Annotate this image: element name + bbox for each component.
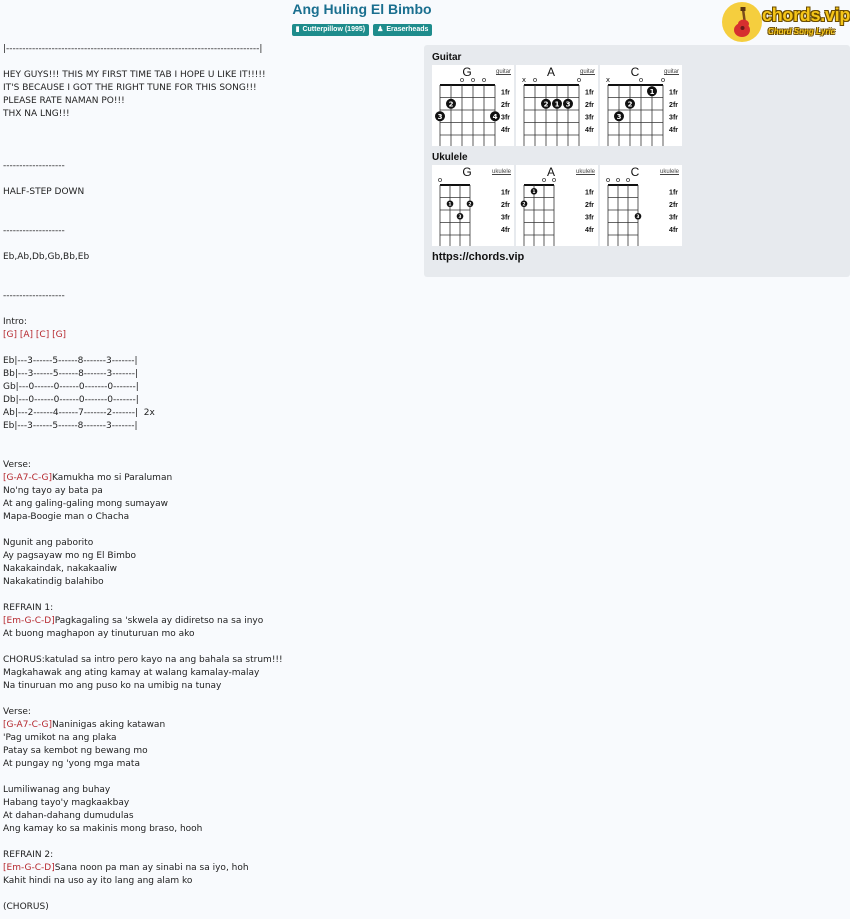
lyric-text: Kahit hindi na uso ay ito lang ang alam ko (3, 876, 193, 886)
logo-text: chords.vip (762, 5, 850, 25)
chord-diagrams-panel (424, 45, 850, 277)
fret-label: 1fr (585, 89, 594, 97)
chord-name: G (462, 165, 472, 179)
lyric-text: IT'S BECAUSE I GOT THE RIGHT TUNE FOR THIS SONG!!! (3, 83, 257, 93)
lyric-line (3, 888, 283, 901)
fret-label: 2fr (669, 102, 678, 109)
fret-label: 2fr (585, 202, 594, 209)
fret-label: 4fr (585, 127, 594, 134)
lyric-text: No'ng tayo ay bata pa (3, 486, 103, 496)
lyric-line (3, 875, 283, 888)
lyric-line (3, 342, 283, 355)
person-icon: ♟ (377, 26, 384, 33)
lyric-line (3, 524, 283, 537)
lyric-text: Ngunit ang paborito (3, 538, 94, 548)
site-link[interactable]: https://chords.vip (432, 251, 525, 263)
lyric-line (3, 459, 283, 472)
album-icon: ▮ (295, 26, 300, 33)
lyric-text: THX NA LNG!!! (3, 109, 70, 119)
open-string-mark: o (481, 76, 487, 84)
ukulele-link[interactable]: ukulele (575, 169, 595, 175)
fret-label: 4fr (585, 227, 594, 234)
fret-label: 2fr (501, 202, 510, 209)
lyric-text: 'Pag umikot na ang plaka (3, 733, 117, 743)
fret-label: 4fr (669, 227, 678, 234)
lyric-line (3, 446, 283, 459)
lyric-text: CHORUS:katulad sa intro pero kayo na ang bahala sa strum!!! (3, 655, 283, 665)
guitar-chord-G[interactable] (432, 65, 514, 146)
lyric-line (3, 849, 283, 862)
chord-name: C (630, 65, 640, 79)
lyric-line (3, 264, 283, 277)
fret-label: 2fr (585, 102, 594, 109)
lyric-line (3, 576, 283, 589)
ukulele-link[interactable]: ukulele (491, 169, 511, 175)
finger-number: 3 (616, 112, 622, 121)
lyric-line (3, 498, 283, 511)
chord-diagram (432, 165, 514, 246)
lyric-text: Patay sa kembot ng bewang mo (3, 746, 148, 756)
guitar-heading: Guitar (432, 52, 462, 63)
lyric-line (3, 277, 283, 290)
lyric-line (3, 901, 283, 914)
chord-diagram (600, 165, 682, 246)
fret-label: 4fr (669, 127, 678, 134)
lyric-line (3, 251, 283, 264)
muted-string-mark: x (521, 76, 527, 84)
finger-number: 4 (492, 112, 498, 121)
ukulele-chord-G[interactable] (432, 165, 514, 246)
inline-chord[interactable]: [G] [A] [C] [G] (3, 330, 67, 340)
lyric-text: REFRAIN 2: (3, 850, 54, 860)
lyric-line (3, 147, 283, 160)
lyric-line (3, 303, 283, 316)
lyric-text: At dahan-dahang dumudulas (3, 811, 134, 821)
logo-subtext: Chord Song Lyric (768, 27, 836, 36)
open-string-mark: o (541, 176, 547, 184)
lyric-line (3, 329, 283, 342)
lyric-line (3, 420, 283, 433)
chord-name: A (546, 65, 555, 79)
lyric-text: PLEASE RATE NAMAN PO!!! (3, 96, 125, 106)
lyric-line (3, 173, 283, 186)
ukulele-link[interactable]: ukulele (659, 169, 679, 175)
lyric-line (3, 381, 283, 394)
lyric-text: HEY GUYS!!! THIS MY FIRST TIME TAB I HOPE U LIKE IT!!!!! (3, 70, 266, 80)
lyric-line (3, 862, 283, 875)
finger-number: 1 (448, 202, 452, 208)
lyric-text: REFRAIN 1: (3, 603, 54, 613)
lyric-line (3, 394, 283, 407)
lyric-line (3, 732, 283, 745)
lyric-line (3, 433, 283, 446)
lyric-line (3, 784, 283, 797)
guitar-chord-C[interactable] (600, 65, 682, 146)
lyric-line (3, 511, 283, 524)
fret-label: 4fr (501, 127, 510, 134)
fret-label: 1fr (501, 89, 510, 97)
lyric-line (3, 108, 283, 121)
chord-diagram (432, 65, 514, 146)
lyric-text: Ay pagsayaw mo ng El Bimbo (3, 551, 137, 561)
lyric-text: |------------------------------------------------------------------------------| (3, 44, 263, 54)
lyric-line (3, 641, 283, 654)
finger-number: 3 (565, 100, 571, 109)
lyric-line (3, 550, 283, 563)
finger-number: 2 (543, 100, 549, 109)
album-tag[interactable] (292, 24, 369, 36)
page-title: Ang Huling El Bimbo (292, 1, 432, 17)
fret-label: 3fr (501, 114, 510, 122)
lyric-text: Sana noon pa man ay sinabi na sa iyo, hoh (54, 863, 249, 873)
finger-number: 2 (522, 202, 526, 208)
lyric-line (3, 719, 283, 732)
lyric-line (3, 602, 283, 615)
lyric-text: ------------------- (3, 226, 65, 236)
lyric-line (3, 693, 283, 706)
lyric-line (3, 355, 283, 368)
open-string-mark: o (459, 76, 465, 84)
lyric-text: Na tinuruan mo ang puso ko na umibig na tunay (3, 681, 222, 691)
album-tag-label: Cutterpillow (1995) (302, 26, 366, 33)
lyric-text: Verse: (3, 707, 31, 717)
lyric-line (3, 836, 283, 849)
guitar-link[interactable]: guitar (579, 69, 595, 75)
inline-chord[interactable]: [Em-G-C-D] (3, 616, 55, 626)
lyric-line (3, 368, 283, 381)
artist-tag[interactable] (373, 24, 432, 36)
lyric-line (3, 407, 283, 420)
chord-name: C (630, 165, 640, 179)
lyric-text: ------------------- (3, 291, 65, 301)
open-string-mark: o (605, 176, 611, 184)
open-string-mark: o (551, 176, 557, 184)
lyric-text: Bb|---3------5------8-------3-------| (3, 369, 139, 379)
lyric-line (3, 186, 283, 199)
ukulele-chord-C[interactable] (600, 165, 682, 246)
lyric-text: ------------------- (3, 161, 65, 171)
lyric-line (3, 56, 283, 69)
lyric-line (3, 745, 283, 758)
ukulele-heading: Ukulele (432, 152, 468, 163)
open-string-mark: o (576, 76, 582, 84)
fret-label: 3fr (501, 214, 510, 222)
guitar-link[interactable]: guitar (663, 69, 679, 75)
open-string-mark: o (437, 176, 443, 184)
lyric-line (3, 654, 283, 667)
lyric-line (3, 43, 283, 56)
fret-label: 3fr (669, 114, 678, 122)
lyric-line (3, 615, 283, 628)
lyric-text: Eb|---3------5------8-------3-------| (3, 421, 138, 431)
inline-chord[interactable]: [Em-G-C-D] (3, 863, 55, 873)
finger-number: 3 (636, 214, 640, 220)
inline-chord[interactable]: [G-A7-C-G] (3, 720, 53, 730)
lyric-line (3, 160, 283, 173)
fret-label: 2fr (501, 102, 510, 109)
lyric-text: Eb|---3------5------8-------3-------| (3, 356, 138, 366)
lyric-line (3, 199, 283, 212)
lyric-text: Magkahawak ang ating kamay at walang kamalay-malay (3, 668, 260, 678)
lyric-line (3, 680, 283, 693)
lyric-line (3, 121, 283, 134)
fret-label: 1fr (585, 189, 594, 197)
chord-diagram (516, 165, 598, 246)
artist-tag-label: Eraserheads (386, 26, 429, 33)
lyrics-body (3, 43, 283, 914)
open-string-mark: o (470, 76, 476, 84)
lyric-text: (CHORUS) (3, 902, 49, 912)
finger-number: 3 (437, 112, 443, 121)
lyric-text: HALF-STEP DOWN (3, 187, 85, 197)
lyric-line (3, 290, 283, 303)
lyric-line (3, 472, 283, 485)
inline-chord[interactable]: [G-A7-C-G] (3, 473, 53, 483)
finger-number: 1 (532, 189, 536, 195)
lyric-line (3, 225, 283, 238)
lyric-line (3, 69, 283, 82)
finger-number: 3 (458, 214, 462, 220)
lyric-text: Verse: (3, 460, 31, 470)
lyric-line (3, 706, 283, 719)
lyric-text: Mapa-Boogie man o Chacha (3, 512, 130, 522)
lyric-line (3, 134, 283, 147)
lyric-text: At pungay ng 'yong mga mata (3, 759, 140, 769)
lyric-line (3, 771, 283, 784)
finger-number: 2 (448, 100, 454, 109)
finger-number: 2 (627, 100, 633, 109)
lyric-line (3, 810, 283, 823)
lyric-line (3, 95, 283, 108)
finger-number: 1 (649, 87, 655, 96)
lyric-text: Db|---0------0------0-------0-------| (3, 395, 139, 405)
open-string-mark: o (660, 76, 666, 84)
lyric-text: Ab|---2------4------7-------2-------| 2x (3, 408, 155, 418)
fret-label: 3fr (585, 114, 594, 122)
lyric-line (3, 758, 283, 771)
lyric-text: At buong maghapon ay tinuturuan mo ako (3, 629, 195, 639)
site-logo[interactable] (722, 1, 848, 43)
lyric-text: Eb,Ab,Db,Gb,Bb,Eb (3, 252, 90, 262)
lyric-line (3, 212, 283, 225)
fret-label: 2fr (669, 202, 678, 209)
fret-label: 1fr (669, 189, 678, 197)
lyric-text: Nakakaindak, nakakaaliw (3, 564, 117, 574)
finger-number: 2 (468, 202, 472, 208)
lyric-text: Habang tayo'y magkaakbay (3, 798, 130, 808)
fret-label: 3fr (585, 214, 594, 222)
lyric-line (3, 563, 283, 576)
lyric-line (3, 485, 283, 498)
lyric-text: Pagkagaling sa 'skwela ay didiretso na sa inyo (54, 616, 264, 626)
chord-name: G (462, 65, 472, 79)
lyric-text: Lumiliwanag ang buhay (3, 785, 111, 795)
fret-label: 1fr (669, 89, 678, 97)
lyric-line (3, 316, 283, 329)
lyric-text: Gb|---0------0------0-------0-------| (3, 382, 139, 392)
open-string-mark: o (638, 76, 644, 84)
lyric-text: Kamukha mo si Paraluman (52, 473, 173, 483)
song-tags (0, 24, 724, 36)
lyric-line (3, 589, 283, 602)
lyric-text: Ang kamay ko sa makinis mong braso, hooh (3, 824, 203, 834)
open-string-mark: o (615, 176, 621, 184)
finger-number: 1 (554, 100, 560, 109)
lyric-text: At ang galing-galing mong sumayaw (3, 499, 169, 509)
lyric-line (3, 797, 283, 810)
lyric-text: Intro: (3, 317, 27, 327)
lyric-line (3, 82, 283, 95)
guitar-icon (728, 6, 758, 38)
fret-label: 3fr (669, 214, 678, 222)
chord-diagram (516, 65, 598, 146)
open-string-mark: o (532, 76, 538, 84)
guitar-chord-A[interactable] (516, 65, 598, 146)
chord-diagram (600, 65, 682, 146)
fret-label: 4fr (501, 227, 510, 234)
lyric-line (3, 667, 283, 680)
guitar-link[interactable]: guitar (495, 69, 511, 75)
muted-string-mark: x (605, 76, 611, 84)
fret-label: 1fr (501, 189, 510, 197)
open-string-mark: o (625, 176, 631, 184)
lyric-text: Naninigas aking katawan (52, 720, 166, 730)
chord-name: A (546, 165, 555, 179)
lyric-text: Nakakatindig balahibo (3, 577, 104, 587)
lyric-line (3, 823, 283, 836)
lyric-line (3, 238, 283, 251)
lyric-line (3, 537, 283, 550)
ukulele-chord-A[interactable] (516, 165, 598, 246)
lyric-line (3, 628, 283, 641)
